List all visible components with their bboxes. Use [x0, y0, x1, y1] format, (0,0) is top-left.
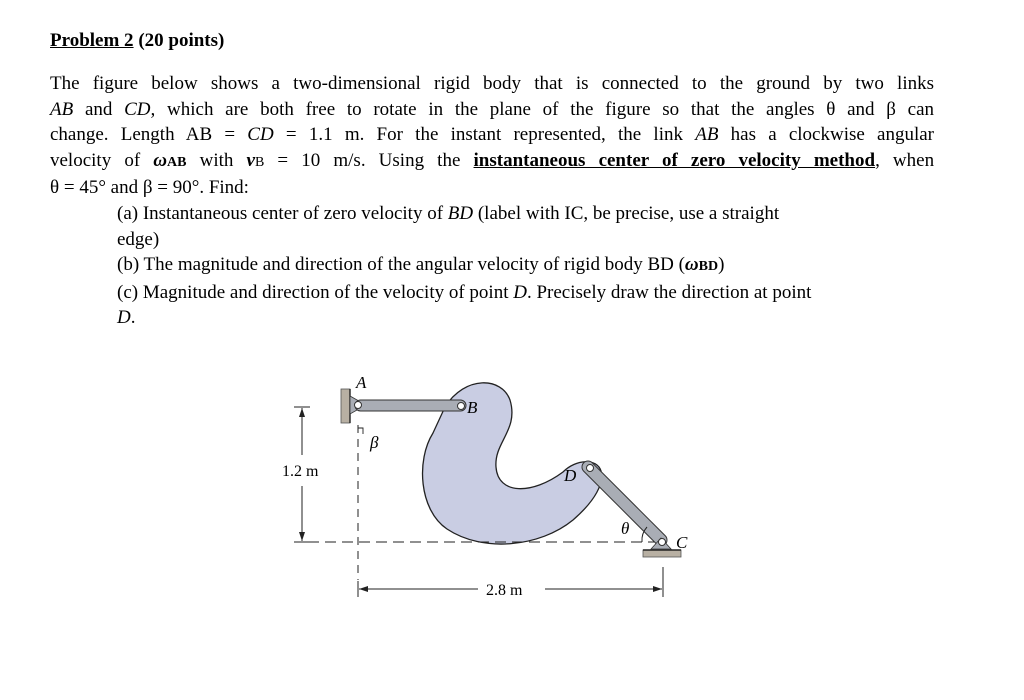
question-a: (a) Instantaneous center of zero velocity of BD (label with IC, be precise, use a straight edge): [117, 203, 780, 250]
statement-line-3: change. Length AB = CD = 1.1 m. For the instant represented, the link AB has a clockwise angular: [50, 124, 935, 146]
mechanism-figure: [270, 355, 720, 630]
wall-support-a: [341, 389, 350, 423]
method-emphasis: instantaneous center of zero velocity method: [473, 149, 876, 171]
beta-angle-mark: [358, 428, 363, 434]
statement-line-1: The figure below shows a two-dimensional rigid body that is connected to the ground by two links: [50, 73, 934, 94]
statement-line-2: AB and CD, which are both free to rotate in the plane of the figure so that the angles θ and β can: [50, 98, 935, 120]
label-d: D: [564, 466, 577, 485]
label-theta: θ: [621, 519, 630, 538]
label-c: C: [676, 533, 688, 552]
label-b: B: [467, 398, 478, 417]
statement-line-4: velocity of ωAB with vB = 10 m/s. Using the instantaneous center of zero velocity method, when: [50, 149, 935, 171]
problem-label: Problem 2: [50, 30, 134, 51]
pin-c: [659, 539, 666, 546]
link-ab: [355, 400, 466, 411]
pin-a: [355, 402, 362, 409]
pin-b: [458, 403, 465, 410]
dimension-width-label: 2.8 m: [486, 582, 523, 599]
question-c: (c) Magnitude and direction of the velocity of point D. Precisely draw the direction at point D.: [117, 281, 812, 329]
pin-d: [587, 465, 594, 472]
problem-title: [50, 30, 224, 52]
label-a: A: [356, 373, 367, 392]
problem-points: (20 points): [138, 30, 225, 51]
question-list: [117, 201, 934, 331]
problem-statement: [50, 71, 934, 201]
question-b: (b) The magnitude and direction of the angular velocity of rigid body BD (ωBD): [117, 254, 725, 276]
dimension-height-label: 1.2 m: [282, 463, 319, 480]
label-beta: β: [370, 433, 379, 452]
statement-line-5: θ = 45° and β = 90°. Find:: [50, 177, 249, 199]
